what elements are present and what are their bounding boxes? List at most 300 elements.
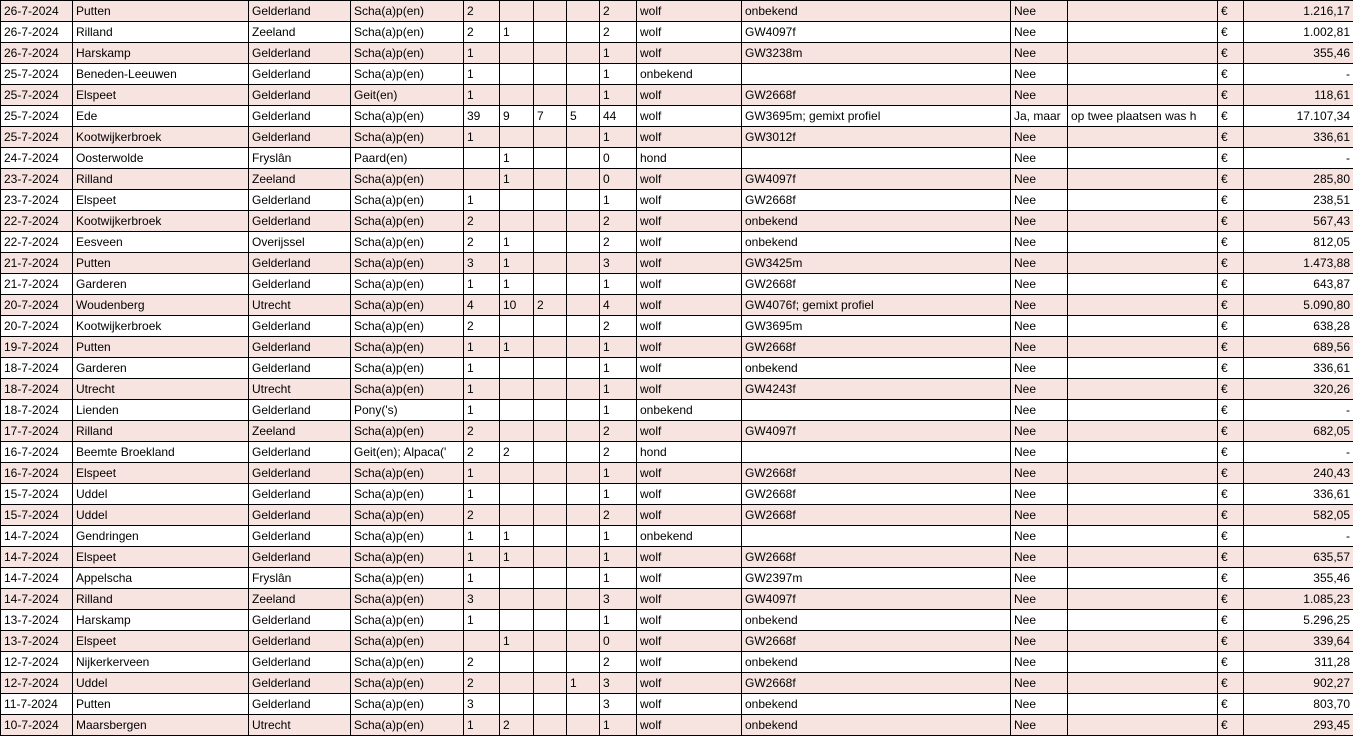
cell-note[interactable] [1068,589,1218,610]
cell-fence[interactable]: Nee [1011,421,1068,442]
cell-province[interactable]: Gelderland [249,316,351,337]
cell-dna[interactable]: GW2668f [742,190,1011,211]
cell-fence[interactable]: Nee [1011,295,1068,316]
cell-dna[interactable]: GW4243f [742,379,1011,400]
cell-predator[interactable]: wolf [637,211,742,232]
cell-currency[interactable]: € [1218,43,1244,64]
cell-animal[interactable]: Scha(a)p(en) [351,652,464,673]
cell-date[interactable]: 23-7-2024 [1,190,73,211]
cell-province[interactable]: Gelderland [249,610,351,631]
cell-note[interactable] [1068,43,1218,64]
cell-count-3[interactable] [534,85,567,106]
cell-date[interactable]: 21-7-2024 [1,274,73,295]
cell-dna[interactable]: onbekend [742,358,1011,379]
cell-currency[interactable]: € [1218,421,1244,442]
cell-currency[interactable]: € [1218,253,1244,274]
cell-fence[interactable]: Nee [1011,358,1068,379]
cell-dna[interactable]: onbekend [742,652,1011,673]
cell-predator[interactable]: wolf [637,169,742,190]
cell-place[interactable]: Elspeet [73,547,249,568]
cell-fence[interactable]: Nee [1011,337,1068,358]
table-row[interactable] [1,232,1353,253]
cell-animal[interactable]: Scha(a)p(en) [351,589,464,610]
cell-count-2[interactable] [500,127,534,148]
cell-dna[interactable]: GW3695m; gemixt profiel [742,106,1011,127]
cell-animal[interactable]: Scha(a)p(en) [351,610,464,631]
cell-count-2[interactable]: 1 [500,631,534,652]
cell-place[interactable]: Lienden [73,400,249,421]
cell-date[interactable]: 18-7-2024 [1,379,73,400]
cell-animal[interactable]: Geit(en) [351,85,464,106]
cell-predator[interactable]: wolf [637,190,742,211]
cell-place[interactable]: Harskamp [73,43,249,64]
cell-fence[interactable]: Nee [1011,505,1068,526]
cell-count-1[interactable]: 1 [464,43,500,64]
cell-count-3[interactable] [534,421,567,442]
cell-count-3[interactable] [534,715,567,736]
cell-dna[interactable]: onbekend [742,232,1011,253]
cell-province[interactable]: Gelderland [249,211,351,232]
cell-total[interactable]: 2 [600,211,637,232]
cell-fence[interactable]: Nee [1011,211,1068,232]
cell-count-1[interactable]: 2 [464,442,500,463]
cell-dna[interactable]: GW2668f [742,85,1011,106]
cell-fence[interactable]: Nee [1011,715,1068,736]
cell-animal[interactable]: Scha(a)p(en) [351,547,464,568]
cell-count-1[interactable]: 2 [464,652,500,673]
cell-dna[interactable]: GW2668f [742,274,1011,295]
cell-note[interactable] [1068,484,1218,505]
table-row[interactable] [1,253,1353,274]
table-row[interactable] [1,463,1353,484]
cell-amount[interactable]: 689,56 [1244,337,1353,358]
cell-total[interactable]: 1 [600,337,637,358]
cell-count-3[interactable] [534,673,567,694]
cell-note[interactable] [1068,358,1218,379]
cell-total[interactable]: 1 [600,358,637,379]
cell-date[interactable]: 22-7-2024 [1,232,73,253]
cell-count-4[interactable] [567,358,600,379]
cell-total[interactable]: 1 [600,568,637,589]
cell-fence[interactable]: Nee [1011,442,1068,463]
cell-amount[interactable]: 311,28 [1244,652,1353,673]
cell-animal[interactable]: Scha(a)p(en) [351,274,464,295]
cell-date[interactable]: 15-7-2024 [1,484,73,505]
cell-date[interactable]: 15-7-2024 [1,505,73,526]
cell-predator[interactable]: wolf [637,421,742,442]
cell-dna[interactable]: GW4097f [742,22,1011,43]
cell-currency[interactable]: € [1218,400,1244,421]
cell-place[interactable]: Putten [73,1,249,22]
cell-count-2[interactable]: 10 [500,295,534,316]
cell-count-2[interactable]: 1 [500,526,534,547]
cell-fence[interactable]: Nee [1011,316,1068,337]
cell-predator[interactable]: wolf [637,631,742,652]
cell-note[interactable] [1068,211,1218,232]
cell-count-3[interactable] [534,379,567,400]
cell-province[interactable]: Gelderland [249,505,351,526]
cell-fence[interactable]: Nee [1011,127,1068,148]
cell-count-4[interactable] [567,589,600,610]
cell-date[interactable]: 24-7-2024 [1,148,73,169]
cell-count-4[interactable] [567,232,600,253]
cell-amount[interactable]: 567,43 [1244,211,1353,232]
cell-count-3[interactable] [534,337,567,358]
cell-dna[interactable]: GW2668f [742,484,1011,505]
cell-amount[interactable]: 238,51 [1244,190,1353,211]
cell-count-3[interactable] [534,631,567,652]
cell-count-1[interactable]: 2 [464,421,500,442]
cell-count-4[interactable] [567,253,600,274]
table-row[interactable] [1,43,1353,64]
cell-province[interactable]: Gelderland [249,484,351,505]
cell-fence[interactable]: Nee [1011,232,1068,253]
cell-currency[interactable]: € [1218,631,1244,652]
table-row[interactable] [1,379,1353,400]
cell-fence[interactable]: Nee [1011,22,1068,43]
cell-predator[interactable]: wolf [637,568,742,589]
cell-fence[interactable]: Nee [1011,400,1068,421]
cell-count-3[interactable] [534,610,567,631]
cell-count-1[interactable]: 1 [464,379,500,400]
cell-fence[interactable]: Nee [1011,1,1068,22]
cell-date[interactable]: 13-7-2024 [1,610,73,631]
cell-currency[interactable]: € [1218,64,1244,85]
cell-province[interactable]: Gelderland [249,652,351,673]
cell-currency[interactable]: € [1218,568,1244,589]
cell-count-3[interactable] [534,316,567,337]
cell-count-2[interactable] [500,379,534,400]
cell-predator[interactable]: wolf [637,610,742,631]
cell-count-4[interactable] [567,43,600,64]
cell-date[interactable]: 26-7-2024 [1,22,73,43]
table-row[interactable] [1,547,1353,568]
cell-currency[interactable]: € [1218,169,1244,190]
cell-date[interactable]: 12-7-2024 [1,673,73,694]
cell-dna[interactable] [742,148,1011,169]
cell-date[interactable]: 11-7-2024 [1,694,73,715]
cell-dna[interactable]: GW3238m [742,43,1011,64]
cell-place[interactable]: Uddel [73,484,249,505]
cell-count-4[interactable]: 1 [567,673,600,694]
cell-count-2[interactable] [500,589,534,610]
cell-place[interactable]: Elspeet [73,85,249,106]
cell-count-2[interactable]: 1 [500,148,534,169]
cell-place[interactable]: Uddel [73,505,249,526]
cell-animal[interactable]: Pony('s) [351,400,464,421]
cell-currency[interactable]: € [1218,484,1244,505]
cell-count-3[interactable] [534,463,567,484]
cell-count-1[interactable]: 1 [464,547,500,568]
cell-place[interactable]: Elspeet [73,190,249,211]
cell-count-1[interactable]: 2 [464,316,500,337]
cell-count-1[interactable]: 1 [464,64,500,85]
cell-dna[interactable]: GW3695m [742,316,1011,337]
cell-predator[interactable]: onbekend [637,64,742,85]
cell-predator[interactable]: wolf [637,43,742,64]
cell-amount[interactable]: 5.090,80 [1244,295,1353,316]
cell-amount[interactable]: - [1244,400,1353,421]
cell-note[interactable] [1068,442,1218,463]
cell-predator[interactable]: wolf [637,358,742,379]
cell-province[interactable]: Gelderland [249,274,351,295]
cell-count-2[interactable] [500,694,534,715]
cell-predator[interactable]: hond [637,442,742,463]
cell-note[interactable] [1068,694,1218,715]
cell-count-1[interactable]: 1 [464,463,500,484]
cell-animal[interactable]: Scha(a)p(en) [351,1,464,22]
table-row[interactable] [1,274,1353,295]
cell-place[interactable]: Kootwijkerbroek [73,316,249,337]
cell-dna[interactable]: GW4097f [742,169,1011,190]
cell-note[interactable] [1068,253,1218,274]
cell-note[interactable] [1068,400,1218,421]
cell-fence[interactable]: Nee [1011,610,1068,631]
cell-total[interactable]: 3 [600,673,637,694]
cell-count-1[interactable]: 3 [464,589,500,610]
cell-currency[interactable]: € [1218,106,1244,127]
cell-total[interactable]: 1 [600,400,637,421]
cell-amount[interactable]: 643,87 [1244,274,1353,295]
cell-currency[interactable]: € [1218,715,1244,736]
table-row[interactable] [1,589,1353,610]
cell-fence[interactable]: Nee [1011,190,1068,211]
cell-currency[interactable]: € [1218,463,1244,484]
cell-total[interactable]: 2 [600,316,637,337]
table-row[interactable] [1,715,1353,736]
cell-date[interactable]: 10-7-2024 [1,715,73,736]
cell-count-1[interactable] [464,148,500,169]
cell-predator[interactable]: wolf [637,232,742,253]
cell-date[interactable]: 14-7-2024 [1,547,73,568]
cell-predator[interactable]: wolf [637,295,742,316]
cell-amount[interactable]: 812,05 [1244,232,1353,253]
cell-predator[interactable]: wolf [637,274,742,295]
cell-predator[interactable]: wolf [637,253,742,274]
cell-currency[interactable]: € [1218,505,1244,526]
cell-count-2[interactable] [500,652,534,673]
cell-date[interactable]: 23-7-2024 [1,169,73,190]
cell-count-4[interactable] [567,652,600,673]
cell-animal[interactable]: Scha(a)p(en) [351,505,464,526]
cell-count-4[interactable] [567,148,600,169]
cell-date[interactable]: 20-7-2024 [1,295,73,316]
cell-predator[interactable]: wolf [637,589,742,610]
cell-count-4[interactable] [567,715,600,736]
cell-count-1[interactable]: 1 [464,85,500,106]
cell-predator[interactable]: wolf [637,505,742,526]
table-row[interactable] [1,400,1353,421]
cell-currency[interactable]: € [1218,232,1244,253]
cell-count-1[interactable]: 2 [464,22,500,43]
cell-amount[interactable]: 5.296,25 [1244,610,1353,631]
cell-animal[interactable]: Paard(en) [351,148,464,169]
cell-count-4[interactable]: 5 [567,106,600,127]
cell-animal[interactable]: Scha(a)p(en) [351,253,464,274]
cell-currency[interactable]: € [1218,190,1244,211]
cell-province[interactable]: Gelderland [249,253,351,274]
cell-province[interactable]: Gelderland [249,631,351,652]
cell-count-3[interactable] [534,484,567,505]
cell-count-2[interactable]: 2 [500,442,534,463]
cell-amount[interactable]: 1.085,23 [1244,589,1353,610]
cell-note[interactable] [1068,148,1218,169]
cell-predator[interactable]: wolf [637,379,742,400]
cell-fence[interactable]: Nee [1011,589,1068,610]
cell-count-3[interactable] [534,505,567,526]
cell-count-3[interactable]: 7 [534,106,567,127]
cell-currency[interactable]: € [1218,337,1244,358]
cell-province[interactable]: Utrecht [249,379,351,400]
cell-currency[interactable]: € [1218,610,1244,631]
cell-count-4[interactable] [567,526,600,547]
cell-count-3[interactable] [534,358,567,379]
cell-dna[interactable]: GW2668f [742,505,1011,526]
cell-predator[interactable]: wolf [637,337,742,358]
cell-currency[interactable]: € [1218,127,1244,148]
cell-count-1[interactable]: 1 [464,358,500,379]
cell-fence[interactable]: Nee [1011,568,1068,589]
table-row[interactable] [1,106,1353,127]
cell-total[interactable]: 2 [600,505,637,526]
cell-place[interactable]: Gendringen [73,526,249,547]
cell-count-2[interactable] [500,484,534,505]
cell-province[interactable]: Fryslân [249,148,351,169]
cell-place[interactable]: Garderen [73,274,249,295]
cell-total[interactable]: 1 [600,43,637,64]
cell-place[interactable]: Elspeet [73,463,249,484]
cell-count-1[interactable]: 2 [464,673,500,694]
table-row[interactable] [1,64,1353,85]
cell-place[interactable]: Rilland [73,589,249,610]
cell-currency[interactable]: € [1218,379,1244,400]
cell-dna[interactable] [742,442,1011,463]
cell-currency[interactable]: € [1218,148,1244,169]
cell-date[interactable]: 12-7-2024 [1,652,73,673]
cell-date[interactable]: 19-7-2024 [1,337,73,358]
cell-date[interactable]: 14-7-2024 [1,568,73,589]
cell-note[interactable] [1068,652,1218,673]
cell-place[interactable]: Rilland [73,169,249,190]
cell-count-3[interactable] [534,547,567,568]
cell-dna[interactable]: GW3425m [742,253,1011,274]
cell-currency[interactable]: € [1218,589,1244,610]
table-row[interactable] [1,568,1353,589]
cell-note[interactable] [1068,610,1218,631]
cell-count-4[interactable] [567,190,600,211]
cell-dna[interactable]: GW2668f [742,463,1011,484]
table-row[interactable] [1,526,1353,547]
cell-fence[interactable]: Nee [1011,652,1068,673]
cell-note[interactable] [1068,190,1218,211]
cell-count-2[interactable]: 1 [500,274,534,295]
cell-province[interactable]: Gelderland [249,64,351,85]
cell-count-4[interactable] [567,568,600,589]
cell-total[interactable]: 1 [600,715,637,736]
cell-dna[interactable]: GW4097f [742,421,1011,442]
cell-fence[interactable]: Nee [1011,463,1068,484]
cell-count-1[interactable]: 1 [464,568,500,589]
cell-count-4[interactable] [567,85,600,106]
cell-note[interactable] [1068,232,1218,253]
cell-count-2[interactable] [500,85,534,106]
cell-dna[interactable]: onbekend [742,715,1011,736]
cell-animal[interactable]: Scha(a)p(en) [351,232,464,253]
cell-note[interactable] [1068,568,1218,589]
cell-note[interactable] [1068,64,1218,85]
cell-amount[interactable]: - [1244,64,1353,85]
cell-note[interactable] [1068,463,1218,484]
cell-note[interactable] [1068,421,1218,442]
cell-dna[interactable]: onbekend [742,211,1011,232]
cell-count-4[interactable] [567,169,600,190]
cell-predator[interactable]: wolf [637,694,742,715]
cell-dna[interactable]: GW3012f [742,127,1011,148]
cell-total[interactable]: 1 [600,127,637,148]
cell-note[interactable] [1068,295,1218,316]
cell-amount[interactable]: 118,61 [1244,85,1353,106]
cell-total[interactable]: 0 [600,631,637,652]
cell-total[interactable]: 2 [600,421,637,442]
cell-note[interactable]: op twee plaatsen was h [1068,106,1218,127]
cell-count-3[interactable] [534,400,567,421]
cell-date[interactable]: 14-7-2024 [1,526,73,547]
cell-animal[interactable]: Scha(a)p(en) [351,484,464,505]
cell-total[interactable]: 1 [600,379,637,400]
cell-count-1[interactable]: 1 [464,190,500,211]
cell-currency[interactable]: € [1218,526,1244,547]
cell-note[interactable] [1068,274,1218,295]
cell-total[interactable]: 44 [600,106,637,127]
cell-count-4[interactable] [567,274,600,295]
cell-total[interactable]: 2 [600,22,637,43]
cell-currency[interactable]: € [1218,358,1244,379]
cell-count-3[interactable] [534,169,567,190]
table-row[interactable] [1,1,1353,22]
cell-animal[interactable]: Scha(a)p(en) [351,106,464,127]
table-row[interactable] [1,337,1353,358]
cell-count-1[interactable]: 3 [464,694,500,715]
cell-count-1[interactable]: 1 [464,274,500,295]
cell-total[interactable]: 2 [600,232,637,253]
cell-currency[interactable]: € [1218,547,1244,568]
table-row[interactable] [1,358,1353,379]
cell-amount[interactable]: 1.002,81 [1244,22,1353,43]
cell-note[interactable] [1068,715,1218,736]
cell-currency[interactable]: € [1218,1,1244,22]
cell-animal[interactable]: Scha(a)p(en) [351,715,464,736]
cell-total[interactable]: 2 [600,442,637,463]
cell-animal[interactable]: Scha(a)p(en) [351,22,464,43]
cell-date[interactable]: 18-7-2024 [1,358,73,379]
cell-count-2[interactable] [500,610,534,631]
cell-fence[interactable]: Nee [1011,253,1068,274]
cell-place[interactable]: Elspeet [73,631,249,652]
cell-total[interactable]: 1 [600,85,637,106]
cell-province[interactable]: Gelderland [249,106,351,127]
cell-province[interactable]: Gelderland [249,463,351,484]
cell-count-2[interactable] [500,400,534,421]
table-row[interactable] [1,673,1353,694]
cell-note[interactable] [1068,337,1218,358]
cell-dna[interactable]: onbekend [742,1,1011,22]
cell-fence[interactable]: Nee [1011,379,1068,400]
cell-amount[interactable]: 336,61 [1244,127,1353,148]
cell-place[interactable]: Utrecht [73,379,249,400]
cell-count-3[interactable] [534,253,567,274]
cell-animal[interactable]: Scha(a)p(en) [351,43,464,64]
cell-amount[interactable]: 339,64 [1244,631,1353,652]
